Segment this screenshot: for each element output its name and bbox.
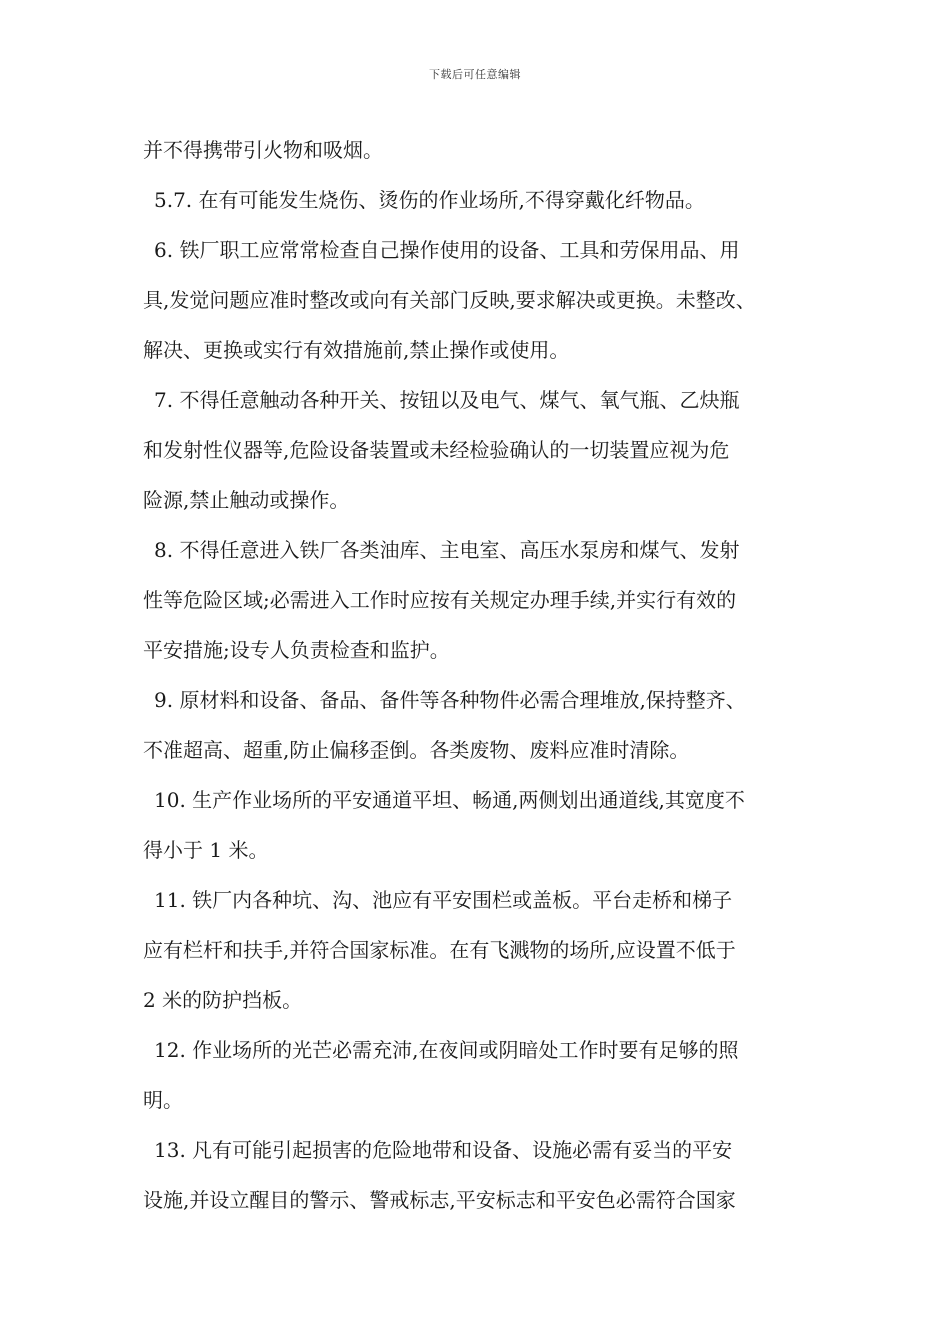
text-line: 平安措施;设专人负责检查和监护。 — [143, 638, 450, 662]
document-body — [143, 125, 823, 1225]
text-line: 12. 作业场所的光芒必需充沛,在夜间或阴暗处工作时要有足够的照 — [154, 1038, 739, 1062]
text-line: 解决、更换或实行有效措施前,禁止操作或使用。 — [143, 338, 570, 362]
text-line: 和发射性仪器等,危险设备装置或未经检验确认的一切装置应视为危 — [143, 438, 730, 462]
text-line: 应有栏杆和扶手,并符合国家标准。在有飞溅物的场所,应设置不低于 — [143, 938, 736, 962]
text-line: 11. 铁厂内各种坑、沟、池应有平安围栏或盖板。平台走桥和梯子 — [154, 888, 733, 912]
text-line: 得小于 1 米。 — [143, 838, 269, 862]
text-line: 并不得携带引火物和吸烟。 — [143, 138, 383, 162]
text-line: 7. 不得任意触动各种开关、按钮以及电气、煤气、氧气瓶、乙炔瓶 — [154, 388, 740, 412]
text-line: 2 米的防护挡板。 — [143, 988, 303, 1012]
text-line: 不准超高、超重,防止偏移歪倒。各类废物、废料应准时清除。 — [143, 738, 690, 762]
text-line: 明。 — [143, 1088, 183, 1112]
text-line: 设施,并设立醒目的警示、警戒标志,平安标志和平安色必需符合国家 — [143, 1188, 736, 1212]
text-line: 5.7. 在有可能发生烧伤、烫伤的作业场所,不得穿戴化纤物品。 — [154, 188, 705, 212]
text-line: 险源,禁止触动或操作。 — [143, 488, 350, 512]
text-line: 8. 不得任意进入铁厂各类油库、主电室、高压水泵房和煤气、发射 — [154, 538, 740, 562]
text-line: 6. 铁厂职工应常常检查自己操作使用的设备、工具和劳保用品、用 — [154, 238, 740, 262]
text-line: 10. 生产作业场所的平安通道平坦、畅通,两侧划出通道线,其宽度不 — [154, 788, 745, 812]
text-line: 具,发觉问题应准时整改或向有关部门反映,要求解决或更换。未整改、 — [143, 288, 756, 312]
page-header: 下载后可任意编辑 — [429, 68, 521, 81]
text-line: 性等危险区域;必需进入工作时应按有关规定办理手续,并实行有效的 — [143, 588, 737, 612]
text-line: 9. 原材料和设备、备品、备件等各种物件必需合理堆放,保持整齐、 — [154, 688, 746, 712]
text-line: 13. 凡有可能引起损害的危险地带和设备、设施必需有妥当的平安 — [154, 1138, 733, 1162]
